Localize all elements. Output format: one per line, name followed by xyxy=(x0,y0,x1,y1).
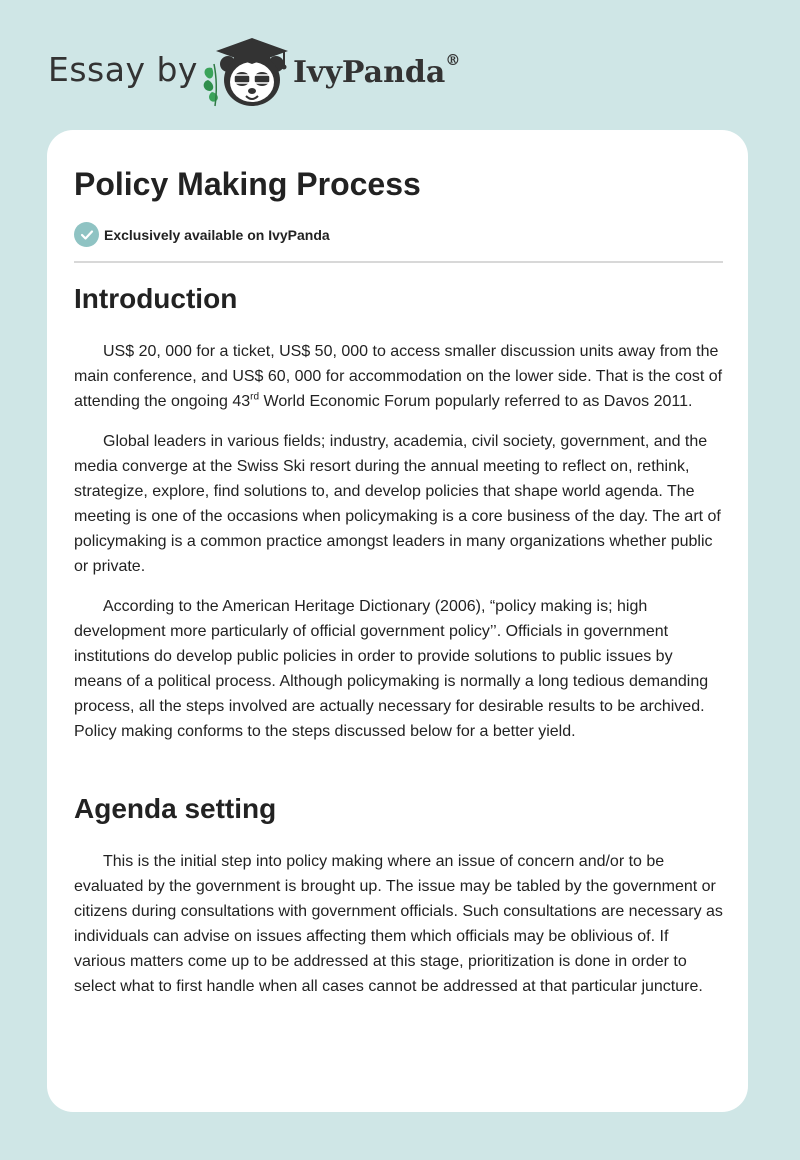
exclusive-badge xyxy=(74,222,330,247)
section-introduction xyxy=(74,283,723,744)
site-header xyxy=(0,0,800,130)
section-agenda-setting xyxy=(74,793,723,999)
paragraph: According to the American Heritage Dictionary (2006), “policy making is; high development more particularly of official government policy’’. Officials in government institutions do develop public policies in order to provide solutions to public issues by means of a political process. Although policymaking is normally a long tedious demanding process, all the steps involved are actually necessary for desirable results to be archived. Policy making conforms to the steps discussed below for a better yield. xyxy=(74,598,709,740)
brand-name[interactable] xyxy=(293,51,461,90)
check-circle-icon xyxy=(74,222,99,247)
divider xyxy=(74,261,723,263)
section-heading: Agenda setting xyxy=(74,793,277,824)
paragraph: This is the initial step into policy making where an issue of concern and/or to be evaluated by the government is brought up. The issue may be tabled by the government or citizens during consultations with government officials. Such consultations are necessary as individuals can advise on issues affecting them which officials may be oblivious of. If various matters come up to be addressed at this stage, prioritization is done in order to select what to first handle when all cases cannot be addressed at that particular juncture. xyxy=(74,853,723,995)
paragraph-text: US$ 20, 000 for a ticket, US$ 50, 000 to access smaller discussion units away from the main conference, and US$ 60, 000 for accommodation on the lower side. That is the cost of attending the ongoing 43 xyxy=(74,343,723,410)
ordinal-suffix: rd xyxy=(250,391,260,403)
registered-mark: ® xyxy=(445,51,461,69)
badge-text: Exclusively available on IvyPanda xyxy=(104,226,330,243)
essay-by-label: Essay by xyxy=(48,50,198,89)
essay-card xyxy=(47,130,748,1112)
brand-text: IvyPanda xyxy=(293,55,446,90)
section-heading: Introduction xyxy=(74,283,238,314)
paragraph: Global leaders in various fields; industry, academia, civil society, government, and the media converge at the Swiss Ski resort during the annual meeting to reflect on, rethink, strategize, explore, find solutions to, and develop policies that shape world agenda. The meeting is one of the occasions when policymaking is a core business of the day. The art of policymaking is a common practice amongst leaders in many organizations whether public or private. xyxy=(74,433,721,575)
panda-logo-icon[interactable] xyxy=(198,34,290,110)
essay-title: Policy Making Process xyxy=(74,166,421,202)
paragraph-text: World Economic Forum popularly referred to as Davos 2011. xyxy=(259,393,693,410)
paragraph xyxy=(74,339,723,414)
